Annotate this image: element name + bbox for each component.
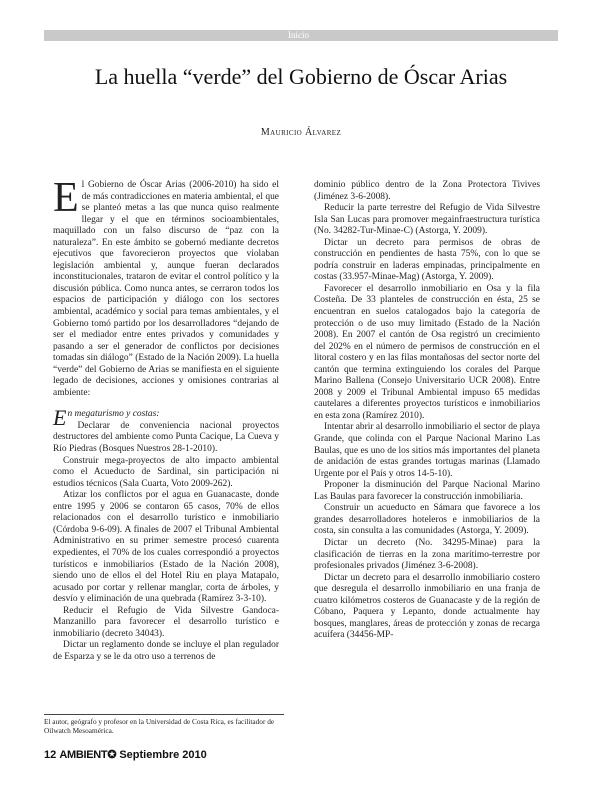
drop-cap: E (53, 175, 79, 221)
paragraph: dominio público dentro de la Zona Protectora Tivives (Jiménez 3-6-2008). (314, 180, 540, 202)
paragraph: Atizar los conflictos por el agua en Guanacaste, donde entre 1995 y 2006 se contaron 65 casos, 70% de ellos relacionados con el desarrollo turístico e inmobiliario (Córdoba 9-6-09). A finales de 2007 el Tribunal Ambiental Administrativo en su primer semestre procesó cuarenta expedientes, el 70% de los cuales correspondió a proyectos turísticos e inmobiliarios (Estado de la Nación 2008), siendo uno de ellos el del Hotel Riu en playa Matapalo, acusado por cortar y rellenar manglar, corta de árboles, y desvío y eliminación de una quebrada (Ramírez 3-3-10). (53, 490, 279, 605)
subhead-text: n megaturismo y costas: (67, 409, 160, 420)
intro-paragraph (53, 175, 279, 399)
paragraph: Dictar un decreto (No. 34295-Minae) para la clasificación de tierras en la zona marítimo-terrestre por profesionales privados (Jiménez 3-6-2008). (314, 537, 540, 572)
subheading (53, 405, 279, 431)
paragraph: Declarar de conveniencia nacional proyectos destructores del ambiente como Punta Cacique, La Cueva y Río Piedras (Bosques Nuestros 28-1-2010). (53, 420, 279, 455)
paragraph: Reducir el Refugio de Vida Silvestre Gandoca-Manzanillo para favorecer el desarrollo turístico e inmobiliario (decreto 34043). (53, 605, 279, 639)
magazine-name: AMBIENT (59, 749, 108, 761)
section-label[interactable]: Inicio (288, 30, 309, 40)
article-title: La huella “verde” del Gobierno de Óscar Arias (94, 64, 508, 89)
page-footer (44, 748, 207, 761)
left-column (53, 175, 279, 663)
paragraph: Dictar un decreto para el desarrollo inmobiliario costero que desregula el desarrollo inmobiliario en una franja de cuatro kilómetros costeros de Guanacaste y de la región de Cóbano, Paquera y Lepanto, donde actualmente hay bosques, manglares, áreas de protección y zonas de recarga acuífera (34456-MP- (314, 572, 540, 641)
paragraph: Intentar abrir al desarrollo inmobiliario el sector de playa Grande, que colinda con el Parque Nacional Marino Las Baulas, que es uno de los sitios más importantes del planeta de anidación de estas grandes tortugas marinas (Llamado Urgente por el País y otros 14-5-10). (314, 422, 540, 479)
right-column (314, 180, 540, 642)
paragraph: Favorecer el desarrollo inmobiliario en Osa y la fila Costeña. De 33 planteles de construcción en ésta, 25 se encuentran en suelos catalogados bajo la categoría de protección o de uso muy limitado (Estado de la Nación 2008). En 2007 el cantón de Osa registró un crecimiento del 202% en el número de permisos de construcción en el litoral costero y en las filas montañosas del sector norte del cantón que termina extinguiendo los corales del Parque Marino Ballena (Consejo Universitario UCR 2008). Entre 2008 y 2009 el Tribunal Ambiental impuso 65 medidas cautelares a diferentes proyectos turísticos e inmobiliarios en esta zona (Ramírez 2010). (314, 283, 540, 421)
paragraph: Dictar un decreto para permisos de obras de construcción en pendientes de hasta 75%, con lo que se podría construir en laderas empinadas, principalmente en costas (33.957-Minae-Mag) (Astorga, Y. 2009). (314, 237, 540, 283)
paragraph: Construir un acueducto en Sámara que favorece a los grandes desarrolladores hoteleros e inmobiliarios de la costa, sin consulta a las comunidades (Astorga, Y. 2009). (314, 503, 540, 537)
article-author (44, 127, 558, 138)
paragraph: Dictar un reglamento donde se incluye el plan regulador de Esparza y se le da otro uso a terrenos de (53, 640, 279, 662)
magazine-logo-icon: ✪ (107, 749, 117, 761)
subhead-drop-cap: E (53, 405, 67, 431)
issue-date: Septiembre 2010 (119, 749, 207, 761)
magazine-logo (59, 749, 116, 761)
paragraph: Reducir la parte terrestre del Refugio de Vida Silvestre Isla San Lucas para promover megainfraestructura turística (No. 34282-Tur-Minae-C) (Astorga, Y. 2009). (314, 203, 540, 237)
page-number: 12 (44, 749, 57, 761)
author-footnote: El autor, geógrafo y profesor en la Universidad de Costa Rica, es facilitador de Oilwatch Mesoamérica. (44, 717, 275, 735)
author-name: Mauricio Álvarez (260, 127, 342, 138)
intro-text: l Gobierno de Óscar Arias (2006-2010) ha sido el de más contradicciones en materia ambiental, el que se planteó metas a las que nunca quiso realmente llegar y el que en términos socioambientales, maquillado con un falso discurso de “paz con la naturaleza”. En este ámbito se gobernó mediante decretos ejecutivos que favorecieron proyectos que violaban legislación ambiental y, aunque fueran declarados inconstitucionales, trataron de evitar el control político y la discusión pública. Como nunca antes, se cerraron todos los espacios de participación y diálogo con los sectores ambiental, académico y social para temas ambientales, y el Gobierno tomó partido por los desarrolladores “dejando de ser el mediador entre entes privados y comunidades y pasando a ser el generador de conflictos por decisiones tomadas sin diálogo” (Estado de la Nación 2009). La huella “verde” del Gobierno de Arias se manifiesta en el siguiente legado de decisiones, acciones y omisiones contrarias al ambiente: (53, 180, 279, 398)
footnote-rule (44, 714, 284, 715)
paragraph: Proponer la disminución del Parque Nacional Marino Las Baulas para favorecer la construcción inmobiliaria. (314, 480, 540, 502)
section-header-bar (44, 30, 558, 41)
paragraph: Construir mega-proyectos de alto impacto ambiental como el Acueducto de Sardinal, sin participación ni estudios técnicos (Sala Cuarta, Voto 2009-262). (53, 455, 279, 489)
